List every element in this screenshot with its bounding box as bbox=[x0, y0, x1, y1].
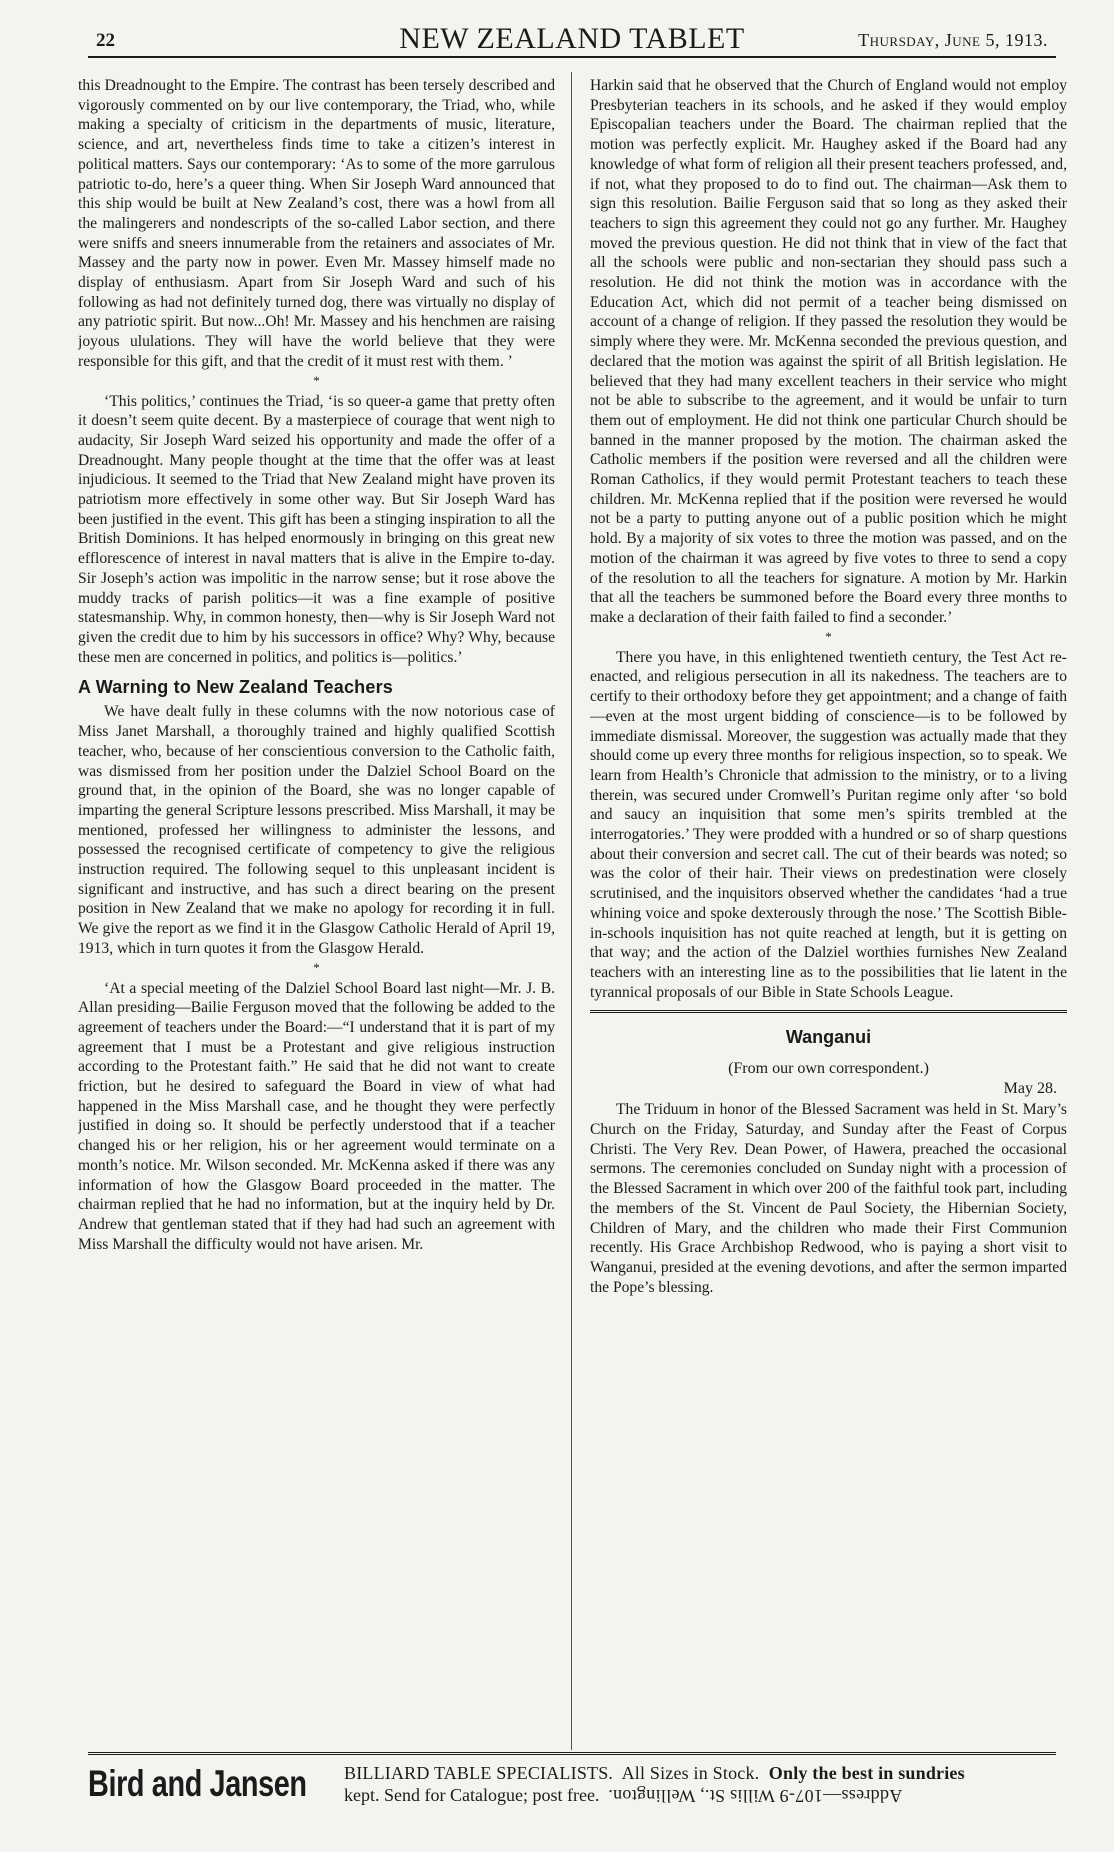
paragraph: ‘This politics,’ continues the Triad, ‘is so queer-a game that pretty often it doesn’t seem quite decent. By a masterpiece of courage that went nigh to audacity, Sir Joseph Ward seized his opportunity and made the offer of a Dreadnought. Many people thought at the time that the offer was at least injudicious. It seemed to the Triad that New Zealand might have proven its patriotism more effectively in some other way. But Sir Joseph Ward has been justified in the event. This gift has been a stinging inspiration to all the British Dominions. It has helped enormously in bringing on this great new efflorescence of interest in naval matters that is alive in the Empire to-day. Sir Joseph’s action was impolitic in the narrow sense; but it rose above the muddy tracks of parish politics—it was a fine example of positive statesmanship. Why, in common honesty, then—why is Sir Joseph Ward not given the credit due to him by his successors in office? Why? Why, because these men are concerned in politics, and politics is—politics.’ bbox=[78, 392, 555, 666]
paragraph: this Dreadnought to the Empire. The contrast has been tersely described and vigorously commented on by our live contemporary, the Triad, who, while making a specialty of criticism in the departments of music, literature, science, and art, nevertheless finds time to take a citizen’s interest in political matters. Says our contemporary: ‘As to some of the more garrulous patriotic to-do, here’s a queer thing. When Sir Joseph Ward announced that this ship would be built at New Zealand’s cost, there was a howl from all the malingerers and nondescripts of the so-called Labor section, and there were sniffs and sneers innumerable from the retainers and associates of Mr. Massey and the party now in power. Even Mr. Massey himself made no display of enthusiasm. Apart from Sir Joseph Ward and such of his following as had not definitely turned dog, there was virtually no display of any patriotic spirit. But now...Oh! Mr. Massey and his henchmen are raising joyous ululations. They will have the world believe that they were responsible for this gift, and that the credit of it must rest with them. ’ bbox=[78, 77, 555, 370]
section-star: * bbox=[825, 628, 832, 644]
article-heading: A Warning to New Zealand Teachers bbox=[78, 677, 393, 698]
left-column bbox=[78, 76, 555, 1748]
ad-line-1 bbox=[344, 1763, 965, 1784]
issue-date: Thursday, June 5, 1913. bbox=[858, 30, 1048, 50]
paragraph: We have dealt fully in these columns with the now notorious case of Miss Janet Marshall, a thoroughly trained and highly qualified Scottish teacher, who, because of her conscientious conversion to the Catholic faith, was dismissed from her position under the Dalziel School Board on the ground that, in the opinion of the Board, she was no longer capable of imparting the general Scripture lessons prescribed. Miss Marshall, it may be mentioned, professed her willingness to administer the lessons, and possessed the recognised certificate of competency to give the religious instruction required. The following sequel to this unpleasant incident is significant and instructive, and has such a direct bearing on the present position in New Zealand that we make no apology for recording it in full. We give the report as we find it in the Glasgow Catholic Herald of April 19, 1913, which in turn quotes it from the Glasgow Herald. bbox=[78, 703, 555, 957]
column-divider bbox=[571, 72, 572, 1750]
ad-catalogue: kept. Send for Catalogue; post free. bbox=[344, 1785, 600, 1805]
paragraph: Harkin said that he observed that the Church of England would not employ Presbyterian teachers in its schools, and he asked if they would employ Episcopalian teachers under the Board. The chairman replied that the motion was perfectly explicit. Mr. Haughey asked if the Board had any knowledge of what form of religion all their present teachers professed, and, if not, what they proposed to do to find out. The chairman—Ask them to sign this resolution. Bailie Ferguson said that so long as they asked their teachers to sign this agreement they could not go any further. Mr. Haughey moved the previous question. He did not think that in view of the fact that all the schools were public and non-sectarian they should pass such a resolution. He did not think the motion was in accordance with the Education Act, which did not permit of a teacher being dismissed on account of a change of religion. If they passed the resolution they would be simply where they were. Mr. McKenna seconded the previous question, and declared that the motion was against the spirit of all British legislation. He believed that they had many excellent teachers in their service who might not be able to subscribe to the agreement, and it would be unfair to turn them out of employment. He did not think one particular Church should be banned in the manner proposed by the motion. The chairman asked the Catholic members if the position were reversed and all the children were Roman Catholics, if they would permit Protestant teachers to teach these children. Mr. McKenna replied that if the position were reversed he would not be a party to putting anyone out of a public position which he might hold. By a majority of six votes to three the motion was passed, and on the motion of the chairman it was agreed by five votes to three to send a copy of the resolution to all the teachers for signature. A motion by Mr. Harkin that all the teachers be summoned before the Board every three months to make a declaration of their faith failed to find a seconder.’ bbox=[590, 77, 1067, 626]
ad-brand: Bird and Jansen bbox=[88, 1763, 307, 1804]
ad-address: Address—107-9 Willis St., Wellington. bbox=[608, 1786, 903, 1806]
paragraph: The Triduum in honor of the Blessed Sacrament was held in St. Mary’s Church on the Friday, Saturday, and Sunday after the Feast of Corpus Christi. The Very Rev. Dean Power, of Hawera, preached the occasional sermons. The ceremonies concluded on Sunday night with a procession of the Blessed Sacrament in which over 200 of the faithful took part, including the members of the St. Vincent de Paul Society, the Hibernian Society, Children of Mary, and the children who made their First Communion recently. His Grace Archbishop Redwood, who is paying a short visit to Wanganui, presided at the evening devotions, and after the sermon imparted the Pope’s blessing. bbox=[590, 1101, 1067, 1296]
ad-line-2 bbox=[344, 1785, 903, 1806]
advertisement bbox=[88, 1752, 1056, 1817]
ad-specialists: BILLIARD TABLE SPECIALISTS. bbox=[344, 1763, 614, 1783]
paragraph: There you have, in this enlightened twentieth century, the Test Act re-enacted, and religious persecution in all its nakedness. The teachers are to certify to their orthodoxy before they get appointment; and a change of faith—even at the most urgent bidding of conscience—is to be followed by immediate dismissal. Moreover, the suggestion was actually made that they should come up every three months for religious inspection, so to speak. We learn from Health’s Chronicle that admission to the ministry, or to a living therein, was secured under Cromwell’s Puritan regime only after ‘so bold and saucy an inquisition that some men’s spirits trembled at the interrogatories.’ They were prodded with a hundred or so of sharp questions about their conversion and secret call. The cut of their beards was noted; so was the color of their hair. Their views on predestination were closely scrutinised, and the inquisitors observed whether the candidates ‘had a true whining voice and spoke dexterously through the nose.’ The Scottish Bible-in-schools inquisition has not quite reached at length, but it is getting on that way; and the action of the Dalziel worthies furnishes New Zealand teachers with an interesting line as to the possibilities that lie latent in the tyrannical proposals of our Bible in State Schools League. bbox=[590, 648, 1067, 1001]
paragraph: ‘At a special meeting of the Dalziel School Board last night—Mr. J. B. Allan presiding—Bailie Ferguson moved that the following be added to the agreement of teachers under the Board:—“I understand that it is part of my agreement that I must be a Protestant and give religious instruction according to the Protestant faith.” He said that he did not want to create friction, but he desired to safeguard the Board in view of what had happened in the Miss Marshall case, and he thought they were perfectly justified in doing so. It should be perfectly understood that if a teacher changed his or her religion, his or her agreement would terminate on a month’s notice. Mr. Wilson seconded. Mr. McKenna asked if there was any information of how the Glasgow Board proceeded in the matter. The chairman replied that he had no information, but at the inquiry held by Dr. Andrew that gentleman stated that if they had had such an agreement with Miss Marshall the difficulty would not have arisen. Mr. bbox=[78, 979, 555, 1253]
correspondent-line: (From our own correspondent.) bbox=[728, 1060, 929, 1078]
dateline: May 28. bbox=[1003, 1080, 1057, 1098]
page-header bbox=[88, 18, 1056, 58]
section-star: * bbox=[313, 959, 320, 975]
ad-sundries: Only the best in sundries bbox=[768, 1763, 965, 1783]
ad-stock: All Sizes in Stock. bbox=[621, 1763, 760, 1783]
page-number: 22 bbox=[96, 30, 115, 51]
masthead-title: NEW ZEALAND TABLET bbox=[399, 22, 745, 55]
section-rule bbox=[590, 1010, 1067, 1013]
section-star: * bbox=[313, 372, 320, 388]
article-heading-wanganui: Wanganui bbox=[785, 1027, 872, 1048]
right-column bbox=[590, 76, 1067, 1748]
